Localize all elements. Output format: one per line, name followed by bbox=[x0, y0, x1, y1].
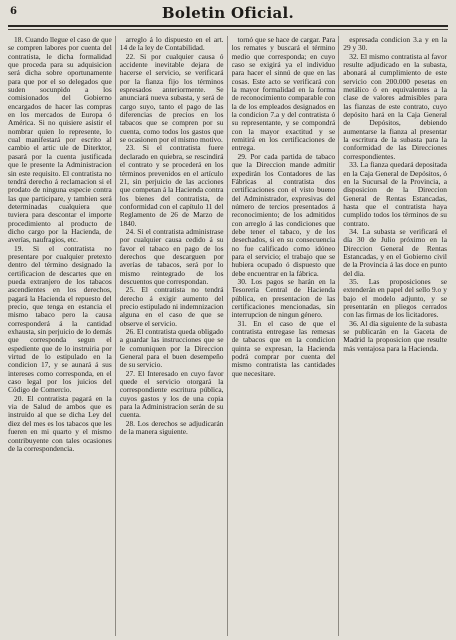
column-paragraph: 31. En el caso de que el contratista entregase las remesas de tabacos que en la condicion quinta se expresan, la Hacienda podrá comprar por cuenta del mismo contratista las cantidades que necesitare. bbox=[231, 318, 336, 378]
column-paragraph: 34. La subasta se verificará el día 30 de Julio próximo en la Direccion General de Rentas Estancadas, y en el Gobierno civil de la Provincia á las doce en punto del dia. bbox=[343, 226, 447, 278]
column-paragraph: 24. Si el contratista administrase por cualquier causa cedido á su favor el tabaco en pago de los derechos que descarguen por averías de tabacos, será por lo mismo reintegrado de los descuentos que correspondan. bbox=[119, 226, 224, 286]
column-paragraph: 19. Si el contratista no presentare por cualquier pretexto dentro del término designado la certificacion de descartes que en pueda extranjero de los tabacos ascendientes en los derechos, pagará la Hacienda el repuesto del precio, que tenga en estancia el mismo tabaco pero la causa corresponderá á la cantidad exhausta, sin perjuicio de lo demás que corresponda segun el espediente que de lo instruiria por virtud de lo estipulado en la condicion 17, y se aunará á sus intereses como corresponda, en el caso legal por los juicios del Código de Comercio. bbox=[8, 243, 112, 395]
column-3 bbox=[232, 36, 340, 636]
column-paragraph: 20. El contratista pagará en la via de Salud de ambos que es instruido al que se dicha Ley del diez del mes es los tabacos que les fueren en mi quarto y el mismo contribuyente con tales ocasiones de la correspondencia. bbox=[8, 393, 112, 453]
column-paragraph: 33. La fianza quedará depositada en la Caja General de Depósitos, ó en la Sucursal de la Provincia, a disposicion de la Direccion General de Rentas Estancadas, hasta que el contratista haya cumplido todos los términos de su contrato. bbox=[343, 160, 447, 228]
header-rule-thin bbox=[8, 29, 448, 30]
header-rule bbox=[8, 25, 448, 27]
column-paragraph: 27. El Interesado en cuyo favor quede el servicio otorgará la correspondiente escritura pública, cuyos gastos y los de una copia para la Administracion serán de su cuenta. bbox=[119, 368, 224, 420]
column-4 bbox=[343, 36, 450, 636]
column-paragraph: 22. Si por cualquier causa ó accidente inevitable dejara de hacerse el servicio, se verificará por la fianza fijo los términos espresados anteriormente. Se anunciará nueva subasta, y será de cargo suyo, tanto el pago de las diferencias de precios en los tabacos que se compren por su cuenta, como todos los gastos que se ocasionen por el mismo motivo. bbox=[119, 51, 224, 145]
column-paragraph: 29. Por cada partida de tabaco que la Direccion mande admitir expedirán los Contadores de las Fábricas al contratista dos certificaciones con el visto bueno del Administrador, expresivas del número de tercios presentados á reconocimiento; de los admitidos con arreglo á las condiciones que debe tener el tabaco, y de los desechados, si en su consecuencia no fue calificado como idóneo para el servicio; el trabajo que se hubiera ocupado ó dispuesto que debe encuentrar en la fábrica. bbox=[231, 151, 336, 278]
column-paragraph: 30. Los pagos se harán en la Tesorería Central de Hacienda pública, en presentacion de las certificaciones mencionadas, sin interrupcion de ningun género. bbox=[231, 276, 336, 320]
page-title: Boletin Oficial. bbox=[161, 4, 295, 22]
column-1 bbox=[8, 36, 116, 636]
column-paragraph: tornó que se hace de cargar. Para los remates y buscará el término medio que corresponda; en cuyo caso se exigirá ya el individuo para hacer el sinnú de que en las cosas. Este acto se verificará con la mayor formalidad en la forma de reconocimiento comparable con la de los empleados designados en la condicion 7.a y del contratista ó su representante, y se compondrá con la mayor exactitud y se remitirá en los certificaciones de entrega. bbox=[231, 36, 336, 153]
column-paragraph: espresada condicion 3.a y en la 29 y 30. bbox=[343, 36, 447, 53]
column-paragraph: 28. Los derechos se adjudicarán de la manera siguiente. bbox=[119, 418, 224, 437]
column-paragraph: 25. El contratista no tendrá derecho á exigir aumento del precio estipulado ni indemnizacion alguna en el caso de que se observe el servicio. bbox=[119, 285, 224, 328]
column-paragraph: arreglo á lo dispuesto en el art. 14 de la ley de Contabilidad. bbox=[119, 36, 224, 53]
column-paragraph: 35. Las proposiciones se extenderán en papel del sello 9.o y bajo el modelo adjunto, y se presentarán en pliegos cerrados con las firmas de los licitadores. bbox=[343, 276, 447, 320]
column-paragraph: 18. Cuando llegue el caso de que se compren labores por cuenta del contratista, le dicha formalidad que proceda para su adquisicion será dicha sobre oportunamente para que por el so delegados que suden socunpido a los comisionados del Gobierno encargados de hacer las compras en los mercados de Europa ó América. Si no quisiere asistir el nombrar quien lo represente, lo cual manifestará por escrito al cambio el artic ule de Diterktor, pasará por la cuenta justificada que le presente la Administracion sin este requisito. El contratista no tendrá derecho á reclamacion si el prodato de ninguna especie contra las que participare, y tambien será determinadas cualquiera que tuviera para descontar el importe procedimiento al producto de dicho cargo por la Hacienda, de averías, naufragios, etc. bbox=[8, 36, 112, 245]
column-paragraph: 32. El mismo contratista al favor resulte adjudicado en la subasta, abonará al cumplimiento de este servicio con 200.000 pesetas en metálico ó en equivalentes a la clase de valores admisibles para las fianzas de este contrato, cuyo depósito hará en la Caja General de Depósitos, debiendo aumentarse la fianza al presentar la escritura de la subasta para la conformidad de las Direcciones correspondientes. bbox=[343, 51, 447, 161]
column-paragraph: 26. El contratista queda obligado a guardar las instrucciones que se le comuniquen por la Direccion General para el buen desempeño de su servicio. bbox=[119, 327, 224, 370]
column-paragraph: 36. Al día siguiente de la subasta se publicarán en la Gaceta de Madrid la proposicion que resulte más ventajosa para la Hacienda. bbox=[343, 318, 447, 353]
column-paragraph: 23. Si el contratista fuere declarado en quiebra, se rescindirá el contrato y se procederá en los términos prevenidos en el artículo 21, sin perjuicio de las acciones que competan á la Hacienda contra los bienes del contratista, de conformidad con el capítulo 11 del Reglamento de 26 de Marzo de 1840. bbox=[119, 143, 224, 228]
column-2 bbox=[120, 36, 228, 636]
text-columns bbox=[8, 36, 450, 636]
page-number: 6 bbox=[10, 6, 17, 17]
